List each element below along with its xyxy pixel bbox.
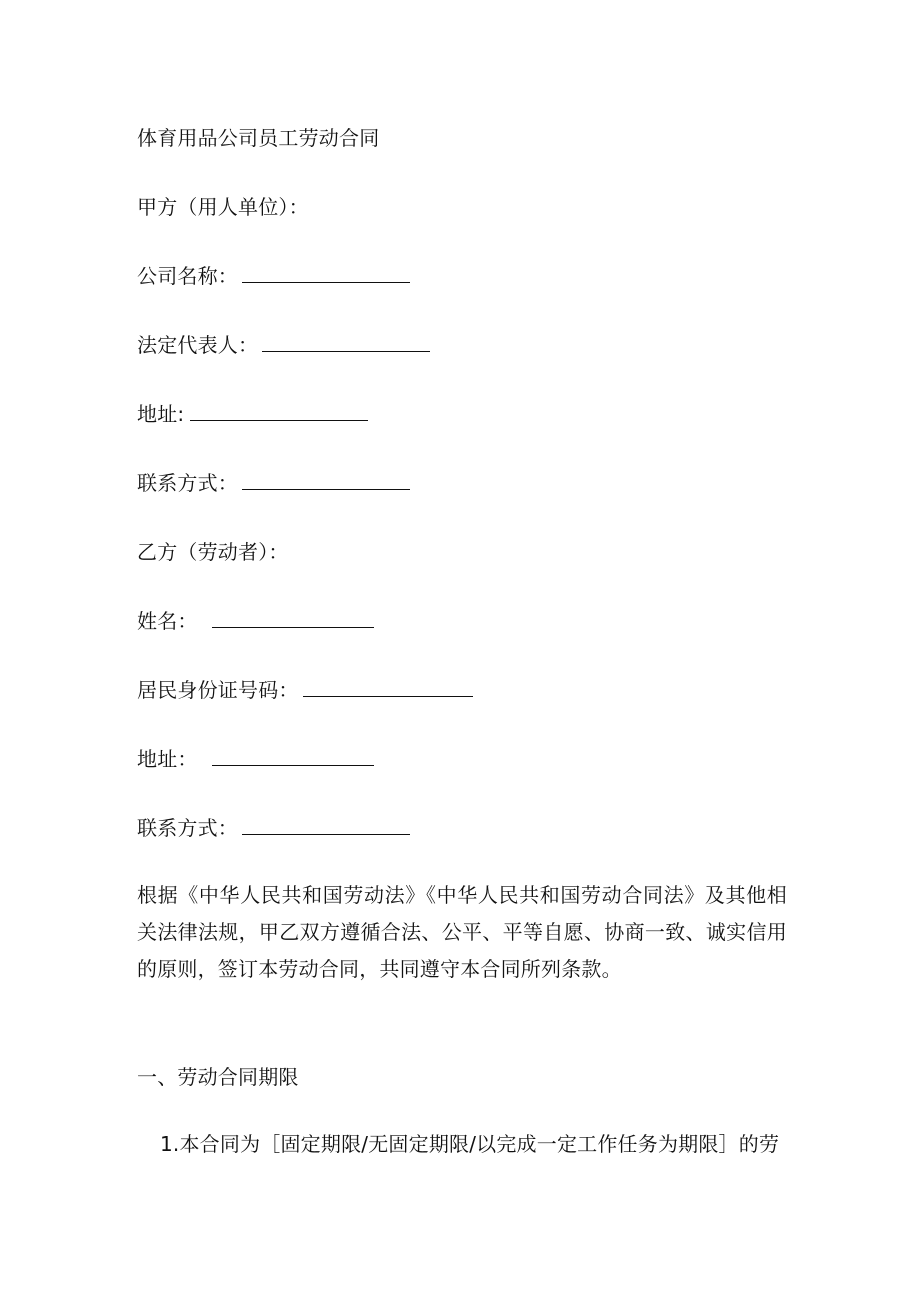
party-b-contact-row — [137, 814, 410, 842]
legal-rep-row — [137, 331, 430, 359]
clause-1-1: 1.本合同为［固定期限/无固定期限/以完成一定工作任务为期限］的劳 — [160, 1132, 780, 1156]
legal-rep-blank — [262, 333, 430, 352]
party-a-address-row — [137, 400, 368, 428]
party-b-name-row — [137, 607, 374, 635]
company-name-row — [137, 262, 410, 290]
section-1-heading: 一、劳动合同期限 — [137, 1065, 299, 1089]
party-a-contact-blank — [242, 471, 410, 490]
party-a-address-blank — [190, 402, 368, 421]
company-name-blank — [242, 264, 410, 283]
company-name-label: 公司名称： — [137, 264, 238, 288]
party-b-name-label: 姓名： — [137, 609, 198, 633]
party-a-contact-label: 联系方式： — [137, 471, 238, 495]
legal-rep-label: 法定代表人： — [137, 333, 259, 357]
party-a-contact-row — [137, 469, 410, 497]
id-number-label: 居民身份证号码： — [137, 678, 299, 702]
id-number-row — [137, 676, 473, 704]
preamble-paragraph: 根据《中华人民共和国劳动法》《中华人民共和国劳动合同法》及其他相关法律法规，甲乙双方遵循合法、公平、平等自愿、协商一致、诚实信用的原则，签订本劳动合同，共同遵守本合同所列条款。 — [137, 883, 787, 981]
id-number-blank — [303, 678, 473, 697]
party-b-address-blank — [212, 747, 374, 766]
party-b-contact-label: 联系方式： — [137, 816, 238, 840]
party-a-heading: 甲方（用人单位）： — [137, 195, 309, 219]
party-a-address-label: 地址: — [137, 402, 185, 426]
party-b-name-blank — [212, 609, 374, 628]
party-b-address-row — [137, 745, 374, 773]
party-b-heading: 乙方（劳动者）： — [137, 540, 289, 564]
party-b-contact-blank — [242, 816, 410, 835]
document-title: 体育用品公司员工劳动合同 — [137, 126, 380, 150]
party-b-address-label: 地址： — [137, 747, 198, 771]
